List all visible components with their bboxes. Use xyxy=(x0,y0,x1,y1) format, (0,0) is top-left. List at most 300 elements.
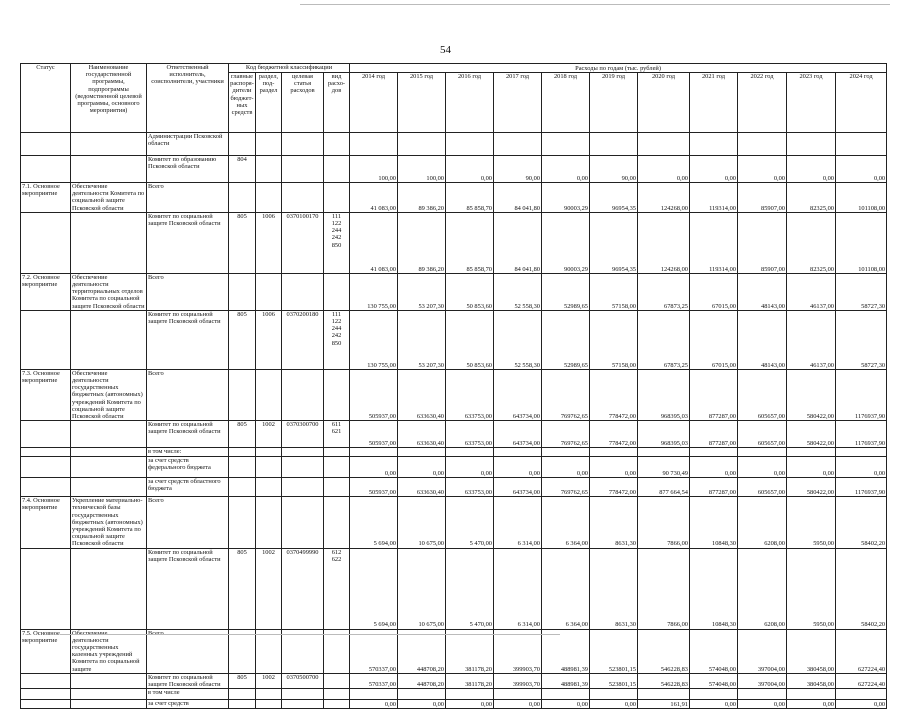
row-status xyxy=(21,448,71,457)
row-name xyxy=(71,156,147,183)
row-value xyxy=(446,133,494,156)
table-row xyxy=(21,673,887,688)
table-row xyxy=(21,421,887,448)
row-value xyxy=(787,448,836,457)
row-executor xyxy=(147,629,229,673)
col-year: 2014 год xyxy=(350,73,398,133)
row-rzpr xyxy=(256,183,282,213)
row-rzpr xyxy=(256,689,282,700)
col-year: 2016 год xyxy=(446,73,494,133)
row-name xyxy=(71,421,147,448)
col-grbs: главные распоря-дители бюджет-ных средств xyxy=(229,73,256,133)
table-row xyxy=(21,369,887,420)
row-value: 52989,65 xyxy=(542,273,590,310)
row-value: 546228,83 xyxy=(638,673,690,688)
row-value: 124268,00 xyxy=(638,183,690,213)
row-csr: 0370300700 xyxy=(282,421,324,448)
row-status xyxy=(21,212,71,273)
row-status: 7.1. Основное мероприятие xyxy=(21,183,71,213)
row-grbs xyxy=(229,700,256,709)
row-rzpr: 1006 xyxy=(256,310,282,369)
row-value: 0,00 xyxy=(787,700,836,709)
row-value: 10848,30 xyxy=(690,497,738,548)
table-row xyxy=(21,478,887,497)
row-value: 5 694,00 xyxy=(350,548,398,629)
row-value xyxy=(446,448,494,457)
row-value xyxy=(690,133,738,156)
row-value: 0,00 xyxy=(738,156,787,183)
table-row xyxy=(21,689,887,700)
row-grbs xyxy=(229,133,256,156)
row-value: 6208,00 xyxy=(738,548,787,629)
row-rzpr: 1002 xyxy=(256,421,282,448)
row-executor: Комитет по образованию Псковской области xyxy=(147,156,229,183)
table-row xyxy=(21,273,887,310)
row-value: 84 041,80 xyxy=(494,183,542,213)
row-value xyxy=(446,689,494,700)
row-value: 41 083,00 xyxy=(350,212,398,273)
row-value: 574048,00 xyxy=(690,629,738,673)
row-value: 0,00 xyxy=(690,457,738,478)
row-value: 0,00 xyxy=(787,457,836,478)
row-status: 7.3. Основное мероприятие xyxy=(21,369,71,420)
row-executor: Комитет по социальной защите Псковской области xyxy=(147,212,229,273)
row-value: 523801,15 xyxy=(590,629,638,673)
table-row xyxy=(21,310,887,369)
row-value: 523801,15 xyxy=(590,673,638,688)
row-value xyxy=(638,448,690,457)
row-value: 52989,65 xyxy=(542,310,590,369)
row-value: 633753,00 xyxy=(446,369,494,420)
row-value: 161,91 xyxy=(638,700,690,709)
row-value: 1176937,90 xyxy=(836,369,887,420)
row-name xyxy=(71,700,147,709)
row-value xyxy=(690,689,738,700)
row-value: 0,00 xyxy=(690,700,738,709)
row-value: 57158,00 xyxy=(590,310,638,369)
row-grbs xyxy=(229,629,256,673)
row-value: 778472,00 xyxy=(590,421,638,448)
row-value: 0,00 xyxy=(638,156,690,183)
row-value: 1176937,90 xyxy=(836,478,887,497)
row-executor: Всего xyxy=(147,369,229,420)
row-csr: 0370500700 xyxy=(282,673,324,688)
table-row xyxy=(21,457,887,478)
row-value xyxy=(836,689,887,700)
row-value: 82325,00 xyxy=(787,212,836,273)
row-vr xyxy=(324,478,350,497)
row-value: 505937,00 xyxy=(350,478,398,497)
row-value: 580422,00 xyxy=(787,369,836,420)
table-body xyxy=(21,133,887,709)
row-value: 8631,30 xyxy=(590,497,638,548)
row-value: 633753,00 xyxy=(446,478,494,497)
row-value: 58727,30 xyxy=(836,273,887,310)
table-row xyxy=(21,212,887,273)
row-value: 643734,00 xyxy=(494,421,542,448)
row-vr xyxy=(324,156,350,183)
row-grbs xyxy=(229,689,256,700)
row-vr xyxy=(324,689,350,700)
row-value: 0,00 xyxy=(494,457,542,478)
row-grbs xyxy=(229,369,256,420)
row-value: 380458,00 xyxy=(787,629,836,673)
row-value xyxy=(787,133,836,156)
row-csr xyxy=(282,273,324,310)
row-value: 778472,00 xyxy=(590,478,638,497)
row-value xyxy=(494,448,542,457)
col-status: Статус xyxy=(21,64,71,133)
row-value: 633630,40 xyxy=(398,369,446,420)
row-csr xyxy=(282,156,324,183)
row-value: 67873,25 xyxy=(638,273,690,310)
page-number: 54 xyxy=(440,44,451,56)
row-value: 0,00 xyxy=(398,700,446,709)
row-rzpr xyxy=(256,448,282,457)
row-value: 67873,25 xyxy=(638,310,690,369)
row-value: 5950,00 xyxy=(787,497,836,548)
row-value: 53 207,30 xyxy=(398,310,446,369)
row-value: 53 207,30 xyxy=(398,273,446,310)
table-row xyxy=(21,156,887,183)
table-row xyxy=(21,629,887,673)
row-value: 397004,00 xyxy=(738,629,787,673)
row-value: 627224,40 xyxy=(836,629,887,673)
row-value: 57158,00 xyxy=(590,273,638,310)
row-value: 96954,35 xyxy=(590,212,638,273)
row-executor: за счет средств областного бюджета xyxy=(147,478,229,497)
row-vr: 611 621 xyxy=(324,421,350,448)
row-name xyxy=(71,548,147,629)
row-value xyxy=(836,448,887,457)
row-vr xyxy=(324,369,350,420)
row-name xyxy=(71,212,147,273)
row-value: 5 470,00 xyxy=(446,548,494,629)
row-value: 505937,00 xyxy=(350,421,398,448)
row-value xyxy=(350,448,398,457)
row-value: 574048,00 xyxy=(690,673,738,688)
row-value: 6 314,00 xyxy=(494,497,542,548)
row-name: Укрепление материально-технической базы государственных бюджетных (автономных) учреждений Комитета по социальной защите Псковской области xyxy=(71,497,147,548)
row-value xyxy=(350,689,398,700)
row-value xyxy=(398,133,446,156)
row-value: 0,00 xyxy=(350,457,398,478)
row-status: 7.2. Основное мероприятие xyxy=(21,273,71,310)
row-status: 7.5. Основное мероприятие xyxy=(21,629,71,673)
row-name xyxy=(71,310,147,369)
row-value: 968395,03 xyxy=(638,369,690,420)
row-value xyxy=(542,133,590,156)
row-value xyxy=(398,448,446,457)
row-executor: Комитет по социальной защите Псковской области xyxy=(147,421,229,448)
row-value: 10 675,00 xyxy=(398,497,446,548)
table-row xyxy=(21,548,887,629)
scan-artifact-top xyxy=(300,4,890,5)
row-value: 546228,83 xyxy=(638,629,690,673)
row-value: 769762,65 xyxy=(542,369,590,420)
row-vr: 612 622 xyxy=(324,548,350,629)
row-value: 633630,40 xyxy=(398,421,446,448)
row-grbs xyxy=(229,478,256,497)
row-value: 643734,00 xyxy=(494,369,542,420)
table-row xyxy=(21,448,887,457)
row-value: 570337,00 xyxy=(350,673,398,688)
row-value: 397004,00 xyxy=(738,673,787,688)
row-grbs xyxy=(229,448,256,457)
row-status: 7.4. Основное мероприятие xyxy=(21,497,71,548)
row-value: 119314,00 xyxy=(690,183,738,213)
row-value: 10 675,00 xyxy=(398,548,446,629)
row-value: 58727,30 xyxy=(836,310,887,369)
row-value: 100,00 xyxy=(398,156,446,183)
row-value: 10848,30 xyxy=(690,548,738,629)
row-value: 124268,00 xyxy=(638,212,690,273)
row-executor: Всего xyxy=(147,497,229,548)
row-value: 877 664,54 xyxy=(638,478,690,497)
col-csr: целевая статья расходов xyxy=(282,73,324,133)
row-vr xyxy=(324,629,350,673)
row-value: 130 755,00 xyxy=(350,310,398,369)
row-grbs: 804 xyxy=(229,156,256,183)
row-value: 100,00 xyxy=(350,156,398,183)
row-value: 96954,35 xyxy=(590,183,638,213)
row-value: 0,00 xyxy=(542,700,590,709)
row-vr: 111 122 244 242 850 xyxy=(324,212,350,273)
row-executor: за счет средств федерального бюджета xyxy=(147,457,229,478)
row-value: 85 858,70 xyxy=(446,183,494,213)
row-rzpr xyxy=(256,457,282,478)
row-value: 627224,40 xyxy=(836,673,887,688)
row-value: 0,00 xyxy=(836,457,887,478)
row-name xyxy=(71,478,147,497)
row-value: 130 755,00 xyxy=(350,273,398,310)
row-csr xyxy=(282,448,324,457)
row-csr xyxy=(282,700,324,709)
table-header xyxy=(21,64,887,133)
row-value: 101108,00 xyxy=(836,183,887,213)
row-value: 50 853,60 xyxy=(446,310,494,369)
row-value: 90,00 xyxy=(494,156,542,183)
row-csr: 0370499990 xyxy=(282,548,324,629)
row-value: 1176937,90 xyxy=(836,421,887,448)
row-status xyxy=(21,673,71,688)
row-name xyxy=(71,673,147,688)
col-rzpr: раздел, под-раздел xyxy=(256,73,282,133)
row-value: 90003,29 xyxy=(542,183,590,213)
row-value: 605657,00 xyxy=(738,369,787,420)
row-csr: 0370200180 xyxy=(282,310,324,369)
row-value: 0,00 xyxy=(350,700,398,709)
row-value: 968395,03 xyxy=(638,421,690,448)
row-value: 580422,00 xyxy=(787,478,836,497)
row-vr: 111 122 244 242 850 xyxy=(324,310,350,369)
row-value: 605657,00 xyxy=(738,421,787,448)
row-status xyxy=(21,548,71,629)
col-year: 2017 год xyxy=(494,73,542,133)
row-executor: Всего xyxy=(147,273,229,310)
row-value: 0,00 xyxy=(446,700,494,709)
col-year: 2022 год xyxy=(738,73,787,133)
row-csr xyxy=(282,689,324,700)
row-executor: Всего xyxy=(147,183,229,213)
row-executor: Администрации Псковской области xyxy=(147,133,229,156)
row-value: 643734,00 xyxy=(494,478,542,497)
row-value xyxy=(836,133,887,156)
row-status xyxy=(21,689,71,700)
row-value: 488981,39 xyxy=(542,673,590,688)
row-value: 58402,20 xyxy=(836,548,887,629)
row-value: 48143,00 xyxy=(738,310,787,369)
row-csr: 0370100170 xyxy=(282,212,324,273)
row-csr xyxy=(282,629,324,673)
row-value: 6 364,00 xyxy=(542,497,590,548)
row-value: 0,00 xyxy=(690,156,738,183)
row-value xyxy=(494,689,542,700)
row-rzpr xyxy=(256,156,282,183)
row-value: 52 558,30 xyxy=(494,273,542,310)
col-name: Наименование государственной программы, подпрограммы (ведомственной целевой программы, основного мероприятия) xyxy=(71,64,147,133)
row-rzpr xyxy=(256,273,282,310)
row-value xyxy=(787,689,836,700)
row-rzpr xyxy=(256,629,282,673)
row-executor: Комитет по социальной защите Псковской области xyxy=(147,310,229,369)
col-budget-code: Код бюджетной классификации xyxy=(229,64,350,73)
row-name: деятельности государственных казенных учреждений Комитета по социальной защите xyxy=(71,629,147,673)
row-value: 0,00 xyxy=(738,700,787,709)
row-value: 0,00 xyxy=(738,457,787,478)
row-value: 580422,00 xyxy=(787,421,836,448)
row-status xyxy=(21,478,71,497)
row-value: 0,00 xyxy=(446,156,494,183)
col-year: 2023 год xyxy=(787,73,836,133)
row-executor: в том числе xyxy=(147,689,229,700)
row-value: 84 041,80 xyxy=(494,212,542,273)
row-value: 381178,20 xyxy=(446,673,494,688)
row-value: 0,00 xyxy=(590,457,638,478)
row-value xyxy=(638,689,690,700)
row-value: 52 558,30 xyxy=(494,310,542,369)
row-value xyxy=(542,689,590,700)
row-value: 769762,65 xyxy=(542,478,590,497)
scan-artifact-bottom xyxy=(60,634,560,635)
table-row xyxy=(21,183,887,213)
row-rzpr xyxy=(256,497,282,548)
row-name xyxy=(71,689,147,700)
row-value: 5 470,00 xyxy=(446,497,494,548)
row-vr xyxy=(324,673,350,688)
col-year: 2019 год xyxy=(590,73,638,133)
row-value xyxy=(590,133,638,156)
row-value: 448708,20 xyxy=(398,673,446,688)
row-status xyxy=(21,310,71,369)
table-row xyxy=(21,497,887,548)
row-value: 570337,00 xyxy=(350,629,398,673)
row-value: 0,00 xyxy=(836,700,887,709)
row-status xyxy=(21,457,71,478)
row-value xyxy=(690,448,738,457)
row-value: 67015,00 xyxy=(690,273,738,310)
row-rzpr xyxy=(256,478,282,497)
row-value: 380458,00 xyxy=(787,673,836,688)
row-value xyxy=(738,689,787,700)
row-csr xyxy=(282,369,324,420)
row-value: 605657,00 xyxy=(738,478,787,497)
row-csr xyxy=(282,497,324,548)
col-year: 2024 год xyxy=(836,73,887,133)
row-value: 6 314,00 xyxy=(494,548,542,629)
col-year: 2020 год xyxy=(638,73,690,133)
row-csr xyxy=(282,478,324,497)
row-value: 50 853,60 xyxy=(446,273,494,310)
row-executor: Комитет по социальной защите Псковской области xyxy=(147,673,229,688)
row-value: 85907,00 xyxy=(738,183,787,213)
row-value: 90,00 xyxy=(590,156,638,183)
row-grbs: 805 xyxy=(229,310,256,369)
row-status xyxy=(21,156,71,183)
row-value: 89 386,20 xyxy=(398,212,446,273)
row-value: 90 730,49 xyxy=(638,457,690,478)
row-grbs: 805 xyxy=(229,673,256,688)
row-name: Обеспечение деятельности территориальных отделов Комитета по социальной защите Псковской области xyxy=(72,273,145,310)
row-value: 0,00 xyxy=(542,156,590,183)
row-value xyxy=(590,689,638,700)
row-name: Обеспечение деятельности Комитета по социальной защите Псковской области xyxy=(71,183,147,213)
row-vr xyxy=(324,700,350,709)
row-value xyxy=(398,689,446,700)
row-value: 46137,00 xyxy=(787,310,836,369)
row-value: 8631,30 xyxy=(590,548,638,629)
row-value: 119314,00 xyxy=(690,212,738,273)
row-grbs: 805 xyxy=(229,548,256,629)
row-value: 448708,20 xyxy=(398,629,446,673)
row-name xyxy=(71,133,147,156)
row-value: 6208,00 xyxy=(738,497,787,548)
col-executor: Ответственный исполнитель, соисполнители, участники xyxy=(147,64,229,133)
row-executor: в том числе: xyxy=(147,448,229,457)
col-year: 2018 год xyxy=(542,73,590,133)
table-row xyxy=(21,133,887,156)
row-rzpr: 1002 xyxy=(256,673,282,688)
row-value: 0,00 xyxy=(446,457,494,478)
row-value: 633630,40 xyxy=(398,478,446,497)
row-value: 5 694,00 xyxy=(350,497,398,548)
row-name xyxy=(71,457,147,478)
row-value xyxy=(350,133,398,156)
row-value: 41 083,00 xyxy=(350,183,398,213)
row-value: 85 858,70 xyxy=(446,212,494,273)
row-csr xyxy=(282,457,324,478)
row-value: 0,00 xyxy=(590,700,638,709)
row-value: 399903,70 xyxy=(494,629,542,673)
row-grbs: 805 xyxy=(229,212,256,273)
col-year: 2021 год xyxy=(690,73,738,133)
row-value: 46137,00 xyxy=(787,273,836,310)
row-value xyxy=(494,133,542,156)
row-value: 381178,20 xyxy=(446,629,494,673)
row-value: 633753,00 xyxy=(446,421,494,448)
row-name: Обеспечение деятельности государственных бюджетных (автономных) учреждений Комитета по социальной защите Псковской области xyxy=(71,369,147,420)
row-value: 778472,00 xyxy=(590,369,638,420)
row-rzpr xyxy=(256,700,282,709)
row-status xyxy=(21,133,71,156)
row-value xyxy=(590,448,638,457)
row-status xyxy=(21,700,71,709)
row-value: 67015,00 xyxy=(690,310,738,369)
row-value: 7866,00 xyxy=(638,548,690,629)
col-vr: вид расхо-дов xyxy=(324,73,350,133)
row-value: 101108,00 xyxy=(836,212,887,273)
row-value: 82325,00 xyxy=(787,183,836,213)
